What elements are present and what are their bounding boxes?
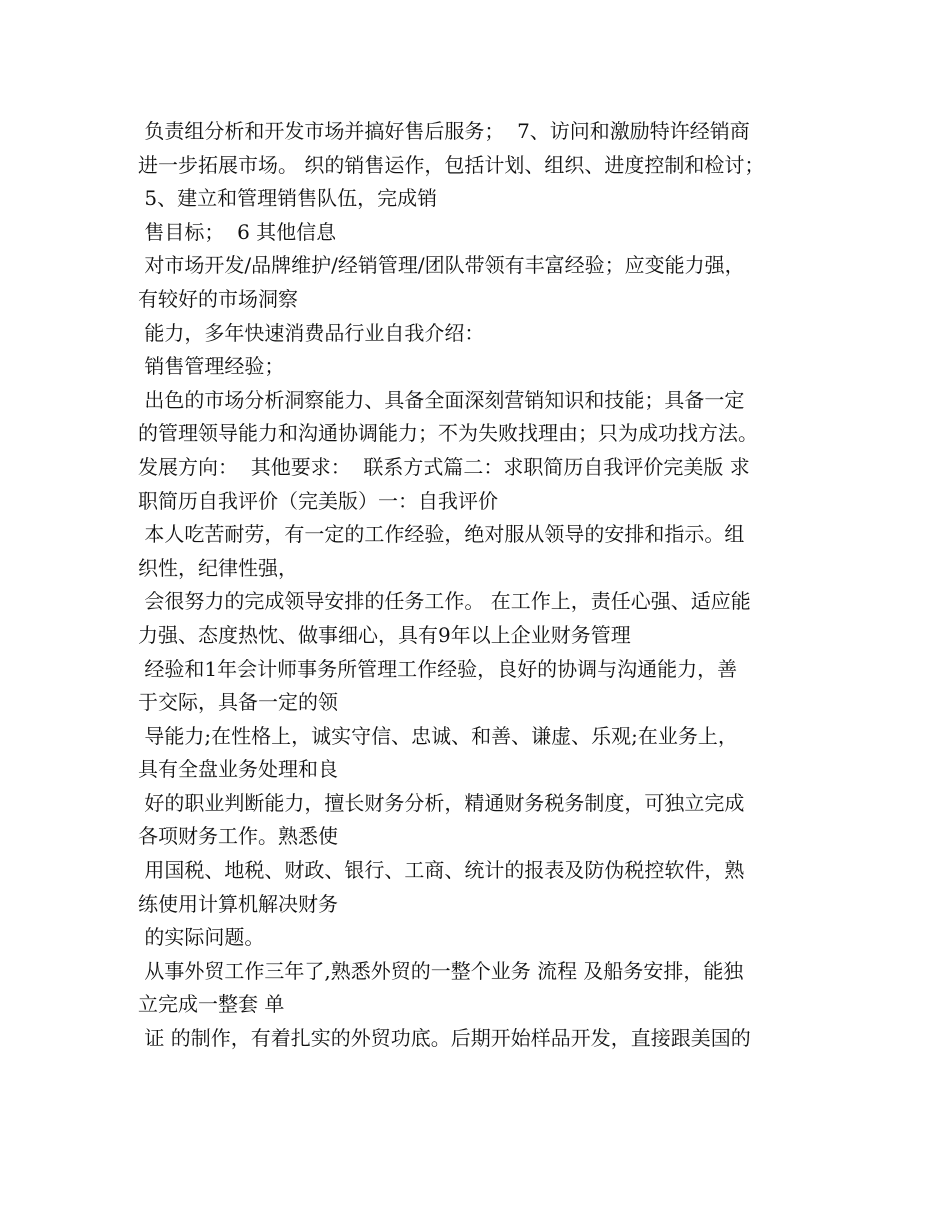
text-line: 对市场开发/品牌维护/经销管理/团队带领有丰富经验；应变能力强，	[138, 253, 745, 278]
text-line: 进一步拓展市场。 织的销售运作，包括计划、组织、进度控制和检讨；	[138, 152, 765, 177]
text-line: 5、建立和管理销售队伍，完成销	[138, 186, 438, 211]
text-line: 售目标； 6 其他信息	[138, 219, 337, 244]
text-line: 销售管理经验；	[138, 354, 285, 379]
text-line: 具有全盘业务处理和良	[138, 757, 338, 782]
text-line: 职简历自我评价（完美版）一：自我评价	[138, 488, 498, 513]
text-line: 本人吃苦耐劳，有一定的工作经验，绝对服从领导的安排和指示。组	[138, 522, 745, 547]
text-line: 于交际，具备一定的领	[138, 690, 338, 715]
text-line: 好的职业判断能力，擅长财务分析，精通财务税务制度，可独立完成	[138, 790, 745, 815]
text-line: 各项财务工作。熟悉使	[138, 824, 338, 849]
document-body	[138, 115, 838, 1056]
text-line: 会很努力的完成领导安排的任务工作。 在工作上，责任心强、适应能	[138, 589, 751, 614]
text-line: 的实际问题。	[138, 925, 265, 950]
text-line: 力强、态度热忱、做事细心，具有9年以上企业财务管理	[138, 622, 631, 647]
text-line: 用国税、地税、财政、银行、工商、统计的报表及防伪税控软件，熟	[138, 858, 745, 883]
text-line: 从事外贸工作三年了,熟悉外贸的一整个业务 流程 及船务安排，能独	[138, 958, 744, 983]
text-line: 经验和1年会计师事务所管理工作经验，良好的协调与沟通能力，善	[138, 656, 738, 681]
text-line: 证 的制作，有着扎实的外贸功底。后期开始样品开发，直接跟美国的	[138, 1026, 751, 1051]
text-line: 练使用计算机解决财务	[138, 891, 338, 916]
text-line: 发展方向： 其他要求： 联系方式篇二：求职简历自我评价完美版 求	[138, 454, 750, 479]
text-line: 有较好的市场洞察	[138, 286, 298, 311]
text-line: 出色的市场分析洞察能力、具备全面深刻营销知识和技能；具备一定	[138, 387, 745, 412]
text-line: 导能力;在性格上，诚实守信、忠诚、和善、谦虚、乐观;在业务上，	[138, 723, 738, 748]
text-line: 负责组分析和开发市场并搞好售后服务； 7、访问和激励特许经销商	[138, 119, 750, 143]
text-line: 能力，多年快速消费品行业自我介绍：	[138, 320, 485, 345]
text-line: 织性，纪律性强，	[138, 555, 298, 580]
text-line: 立完成一整套 单	[138, 992, 285, 1017]
text-line: 的管理领导能力和沟通协调能力；不为失败找理由；只为成功找方法。	[138, 421, 758, 446]
